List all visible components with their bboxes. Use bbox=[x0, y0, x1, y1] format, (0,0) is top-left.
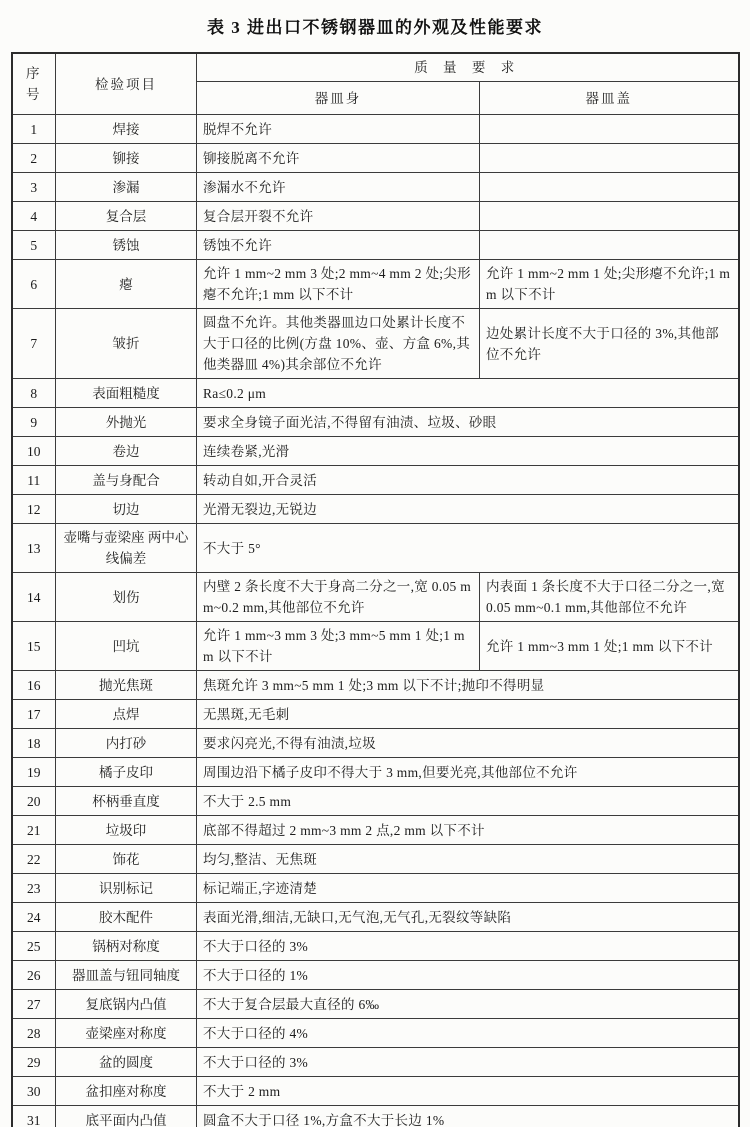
table-header bbox=[12, 53, 739, 115]
body-requirement-cell: 连续卷紧,光滑 bbox=[197, 437, 739, 466]
table-row bbox=[12, 466, 739, 495]
body-requirement-cell: 要求闪亮光,不得有油渍,垃圾 bbox=[197, 729, 739, 758]
body-requirement-cell: 表面光滑,细洁,无缺口,无气泡,无气孔,无裂纹等缺陷 bbox=[197, 903, 739, 932]
lid-requirement-cell bbox=[480, 144, 739, 173]
table-row bbox=[12, 524, 739, 573]
table-row bbox=[12, 115, 739, 144]
table-row bbox=[12, 202, 739, 231]
table-row bbox=[12, 903, 739, 932]
body-requirement-cell: 不大于口径的 4% bbox=[197, 1019, 739, 1048]
seq-cell: 13 bbox=[12, 524, 56, 573]
seq-cell: 7 bbox=[12, 309, 56, 379]
body-requirement-cell: Ra≤0.2 μm bbox=[197, 379, 739, 408]
item-cell: 识别标记 bbox=[56, 874, 197, 903]
seq-cell: 18 bbox=[12, 729, 56, 758]
item-cell: 复合层 bbox=[56, 202, 197, 231]
column-header-item: 检验项目 bbox=[56, 53, 197, 115]
table-row bbox=[12, 437, 739, 466]
item-cell: 外抛光 bbox=[56, 408, 197, 437]
table-row bbox=[12, 309, 739, 379]
table-row bbox=[12, 173, 739, 202]
seq-cell: 20 bbox=[12, 787, 56, 816]
table-row bbox=[12, 961, 739, 990]
lid-requirement-cell: 内表面 1 条长度不大于口径二分之一,宽 0.05 mm~0.1 mm,其他部位不允许 bbox=[480, 573, 739, 622]
seq-cell: 27 bbox=[12, 990, 56, 1019]
table-row bbox=[12, 408, 739, 437]
item-cell: 卷边 bbox=[56, 437, 197, 466]
item-cell: 底平面内凸值 bbox=[56, 1106, 197, 1127]
column-header-quality: 质 量 要 求 bbox=[197, 53, 739, 82]
body-requirement-cell: 均匀,整洁、无焦斑 bbox=[197, 845, 739, 874]
requirements-table bbox=[11, 52, 740, 1127]
table-row bbox=[12, 845, 739, 874]
item-cell: 皱折 bbox=[56, 309, 197, 379]
table-row bbox=[12, 1077, 739, 1106]
item-cell: 壶梁座对称度 bbox=[56, 1019, 197, 1048]
item-cell: 点焊 bbox=[56, 700, 197, 729]
item-cell: 饰花 bbox=[56, 845, 197, 874]
seq-cell: 30 bbox=[12, 1077, 56, 1106]
item-cell: 器皿盖与钮同轴度 bbox=[56, 961, 197, 990]
table-row bbox=[12, 1048, 739, 1077]
body-requirement-cell: 圆盘不允许。其他类器皿边口处累计长度不大于口径的比例(方盘 10%、壶、方盒 6%,其他类器皿 4%)其余部位不允许 bbox=[197, 309, 480, 379]
header-row-1 bbox=[12, 53, 739, 82]
body-requirement-cell: 铆接脱离不允许 bbox=[197, 144, 480, 173]
seq-cell: 31 bbox=[12, 1106, 56, 1127]
seq-cell: 19 bbox=[12, 758, 56, 787]
body-requirement-cell: 不大于 2.5 mm bbox=[197, 787, 739, 816]
item-cell: 垃圾印 bbox=[56, 816, 197, 845]
item-cell: 表面粗糙度 bbox=[56, 379, 197, 408]
seq-cell: 16 bbox=[12, 671, 56, 700]
table-caption: 表 3 进出口不锈钢器皿的外观及性能要求 bbox=[207, 18, 543, 37]
item-cell: 锈蚀 bbox=[56, 231, 197, 260]
seq-cell: 25 bbox=[12, 932, 56, 961]
item-cell: 铆接 bbox=[56, 144, 197, 173]
table-row bbox=[12, 622, 739, 671]
table-row bbox=[12, 990, 739, 1019]
table-row bbox=[12, 729, 739, 758]
body-requirement-cell: 锈蚀不允许 bbox=[197, 231, 480, 260]
table-row bbox=[12, 1019, 739, 1048]
lid-requirement-cell bbox=[480, 173, 739, 202]
item-cell: 焊接 bbox=[56, 115, 197, 144]
body-requirement-cell: 底部不得超过 2 mm~3 mm 2 点,2 mm 以下不计 bbox=[197, 816, 739, 845]
body-requirement-cell: 不大于口径的 3% bbox=[197, 932, 739, 961]
seq-cell: 24 bbox=[12, 903, 56, 932]
body-requirement-cell: 标记端正,字迹清楚 bbox=[197, 874, 739, 903]
seq-cell: 3 bbox=[12, 173, 56, 202]
seq-cell: 12 bbox=[12, 495, 56, 524]
item-cell: 复底锅内凸值 bbox=[56, 990, 197, 1019]
seq-cell: 1 bbox=[12, 115, 56, 144]
table-row bbox=[12, 787, 739, 816]
lid-requirement-cell: 允许 1 mm~3 mm 1 处;1 mm 以下不计 bbox=[480, 622, 739, 671]
body-requirement-cell: 复合层开裂不允许 bbox=[197, 202, 480, 231]
table-row bbox=[12, 1106, 739, 1127]
body-requirement-cell: 允许 1 mm~3 mm 3 处;3 mm~5 mm 1 处;1 mm 以下不计 bbox=[197, 622, 480, 671]
item-cell: 盆扣座对称度 bbox=[56, 1077, 197, 1106]
item-cell: 渗漏 bbox=[56, 173, 197, 202]
table-row bbox=[12, 816, 739, 845]
item-cell: 切边 bbox=[56, 495, 197, 524]
seq-cell: 29 bbox=[12, 1048, 56, 1077]
table-row bbox=[12, 231, 739, 260]
seq-cell: 14 bbox=[12, 573, 56, 622]
item-cell: 凹坑 bbox=[56, 622, 197, 671]
seq-cell: 21 bbox=[12, 816, 56, 845]
seq-cell: 4 bbox=[12, 202, 56, 231]
seq-cell: 11 bbox=[12, 466, 56, 495]
body-requirement-cell: 转动自如,开合灵活 bbox=[197, 466, 739, 495]
item-cell: 壶嘴与壶梁座 两中心线偏差 bbox=[56, 524, 197, 573]
table-body bbox=[12, 115, 739, 1127]
table-row bbox=[12, 144, 739, 173]
seq-cell: 28 bbox=[12, 1019, 56, 1048]
lid-requirement-cell: 边处累计长度不大于口径的 3%,其他部位不允许 bbox=[480, 309, 739, 379]
seq-cell: 17 bbox=[12, 700, 56, 729]
table-row bbox=[12, 495, 739, 524]
seq-cell: 6 bbox=[12, 260, 56, 309]
item-cell: 盖与身配合 bbox=[56, 466, 197, 495]
body-requirement-cell: 内壁 2 条长度不大于身高二分之一,宽 0.05 mm~0.2 mm,其他部位不允许 bbox=[197, 573, 480, 622]
seq-cell: 8 bbox=[12, 379, 56, 408]
body-requirement-cell: 允许 1 mm~2 mm 3 处;2 mm~4 mm 2 处;尖形瘪不允许;1 mm 以下不计 bbox=[197, 260, 480, 309]
column-header-body: 器皿身 bbox=[197, 82, 480, 115]
column-header-seq: 序号 bbox=[12, 53, 56, 115]
table-row bbox=[12, 700, 739, 729]
lid-requirement-cell bbox=[480, 231, 739, 260]
body-requirement-cell: 不大于口径的 3% bbox=[197, 1048, 739, 1077]
column-header-lid: 器皿盖 bbox=[480, 82, 739, 115]
table-row bbox=[12, 932, 739, 961]
seq-cell: 22 bbox=[12, 845, 56, 874]
body-requirement-cell: 周围边沿下橘子皮印不得大于 3 mm,但要光亮,其他部位不允许 bbox=[197, 758, 739, 787]
item-cell: 内打砂 bbox=[56, 729, 197, 758]
table-row bbox=[12, 573, 739, 622]
body-requirement-cell: 焦斑允许 3 mm~5 mm 1 处;3 mm 以下不计;抛印不得明显 bbox=[197, 671, 739, 700]
seq-cell: 15 bbox=[12, 622, 56, 671]
item-cell: 抛光焦斑 bbox=[56, 671, 197, 700]
body-requirement-cell: 脱焊不允许 bbox=[197, 115, 480, 144]
lid-requirement-cell: 允许 1 mm~2 mm 1 处;尖形瘪不允许;1 mm 以下不计 bbox=[480, 260, 739, 309]
item-cell: 橘子皮印 bbox=[56, 758, 197, 787]
seq-cell: 23 bbox=[12, 874, 56, 903]
item-cell: 盆的圆度 bbox=[56, 1048, 197, 1077]
seq-cell: 2 bbox=[12, 144, 56, 173]
body-requirement-cell: 要求全身镜子面光洁,不得留有油渍、垃圾、砂眼 bbox=[197, 408, 739, 437]
body-requirement-cell: 无黑斑,无毛刺 bbox=[197, 700, 739, 729]
body-requirement-cell: 不大于口径的 1% bbox=[197, 961, 739, 990]
body-requirement-cell: 不大于 5° bbox=[197, 524, 739, 573]
seq-cell: 5 bbox=[12, 231, 56, 260]
item-cell: 划伤 bbox=[56, 573, 197, 622]
seq-cell: 10 bbox=[12, 437, 56, 466]
lid-requirement-cell bbox=[480, 115, 739, 144]
body-requirement-cell: 光滑无裂边,无锐边 bbox=[197, 495, 739, 524]
body-requirement-cell: 圆盒不大于口径 1%,方盒不大于长边 1% bbox=[197, 1106, 739, 1127]
body-requirement-cell: 不大于 2 mm bbox=[197, 1077, 739, 1106]
table-row bbox=[12, 874, 739, 903]
item-cell: 瘪 bbox=[56, 260, 197, 309]
table-row bbox=[12, 671, 739, 700]
lid-requirement-cell bbox=[480, 202, 739, 231]
item-cell: 胶木配件 bbox=[56, 903, 197, 932]
seq-cell: 26 bbox=[12, 961, 56, 990]
table-row bbox=[12, 379, 739, 408]
body-requirement-cell: 渗漏水不允许 bbox=[197, 173, 480, 202]
item-cell: 杯柄垂直度 bbox=[56, 787, 197, 816]
body-requirement-cell: 不大于复合层最大直径的 6‰ bbox=[197, 990, 739, 1019]
table-row bbox=[12, 758, 739, 787]
seq-cell: 9 bbox=[12, 408, 56, 437]
item-cell: 锅柄对称度 bbox=[56, 932, 197, 961]
table-row bbox=[12, 260, 739, 309]
